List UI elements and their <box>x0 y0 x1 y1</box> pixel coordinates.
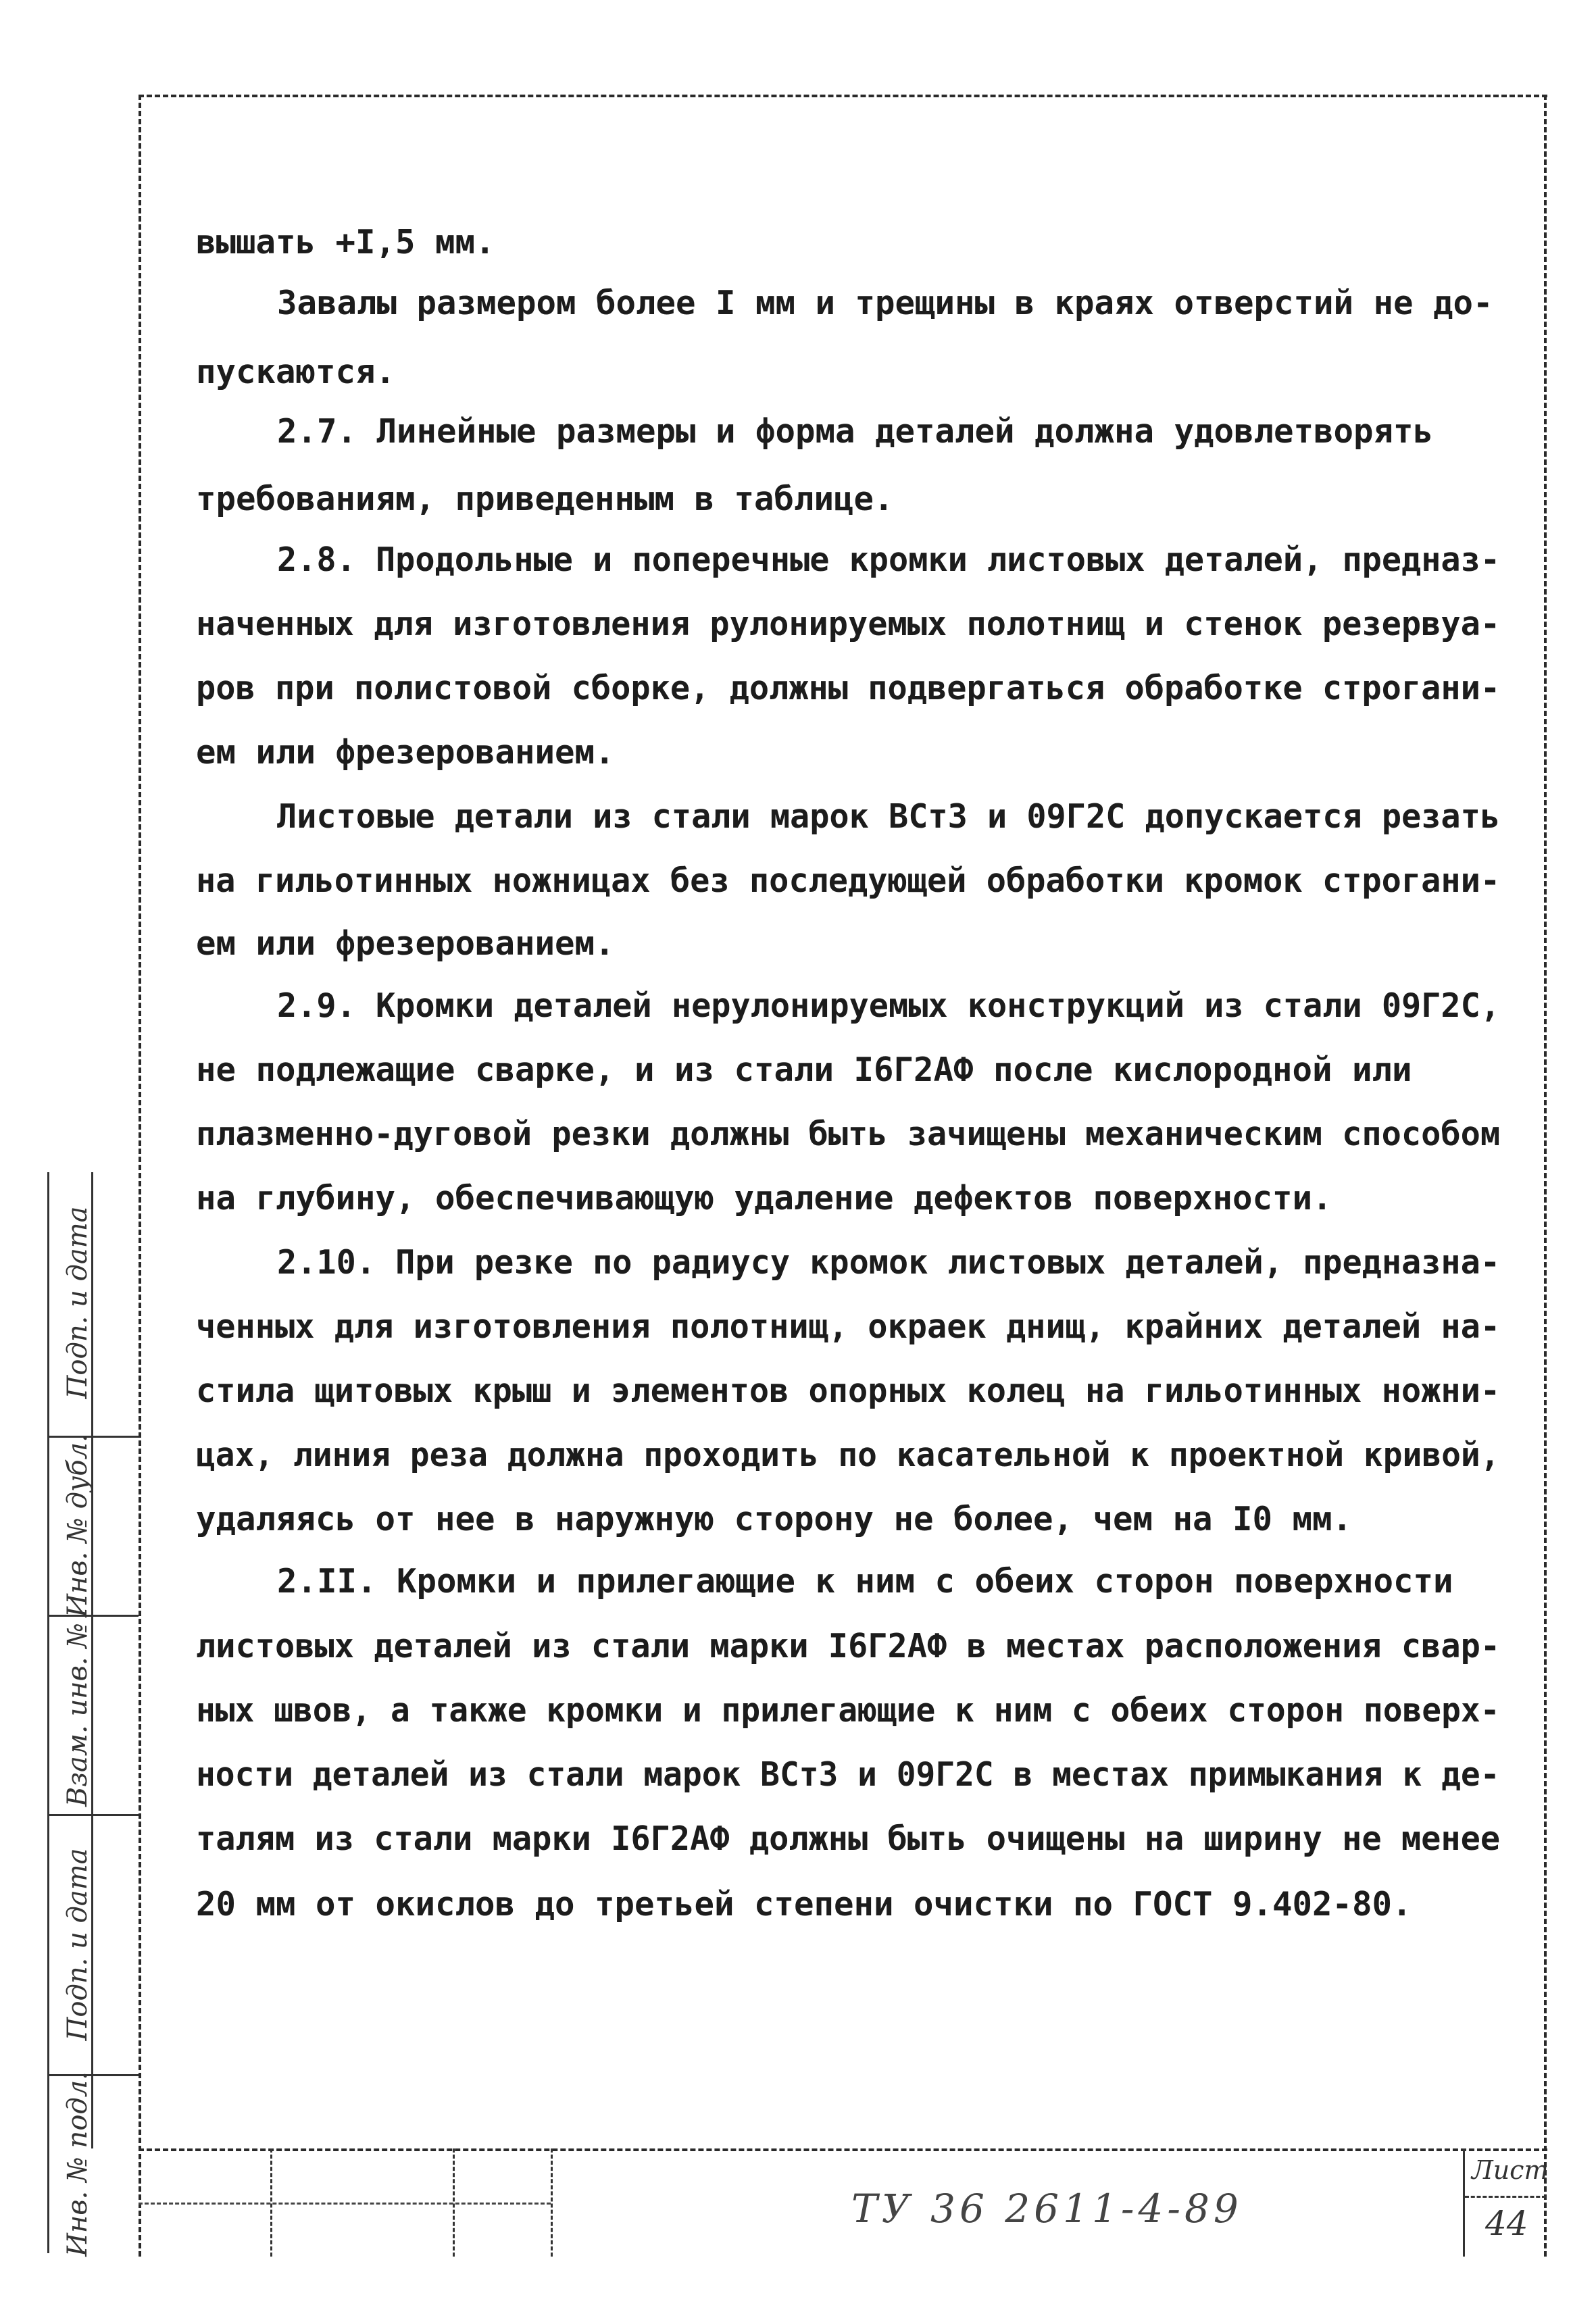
text-line: цах, линия реза должна проходить по касательной к проектной кривой, <box>196 1436 1500 1474</box>
text-line: требованиям, приведенным в таблице. <box>196 480 894 518</box>
text-line: не подлежащие сварке, и из стали I6Г2АФ после кислородной или <box>196 1051 1412 1089</box>
text-line: ров при полистовой сборке, должны подвергаться обработке строгани- <box>196 669 1501 707</box>
text-line: на гильотинных ножницах без последующей обработки кромок строгани- <box>196 861 1501 900</box>
margin-label-replacement-inventory: Взам. инв. № <box>62 1622 93 1807</box>
text-line: ем или фрезерованием. <box>196 924 615 963</box>
text-line: 2.II. Кромки и прилегающие к ним с обеих сторон поверхности <box>277 1562 1453 1601</box>
margin-label-sign-date: Подп. и дата <box>62 1206 93 1399</box>
text-line: ности деталей из стали марок ВСт3 и 09Г2С в местах примыкания к де- <box>196 1755 1500 1794</box>
sheet-number: 44 <box>1485 2204 1528 2243</box>
frame-bottom-border <box>139 2148 1547 2151</box>
margin-label-sign-date-2: Подп. и дата <box>62 1848 93 2041</box>
text-line: 2.9. Кромки деталей нерулонируемых конструкций из стали 09Г2С, <box>277 986 1501 1025</box>
sheet-box-divider <box>1465 2196 1546 2198</box>
frame-right-border <box>1544 95 1547 2257</box>
text-line: 20 мм от окислов до третьей степени очистки по ГОСТ 9.402-80. <box>196 1885 1412 1923</box>
stamp-divider <box>551 2148 553 2257</box>
margin-label-duplicate-inventory: Инв. № дубл. <box>62 1434 93 1617</box>
text-line: 2.7. Линейные размеры и форма деталей должна удовлетворять <box>277 412 1434 451</box>
stamp-divider <box>139 2203 551 2205</box>
sheet-label: Лист <box>1472 2155 1549 2185</box>
sheet-box <box>1463 2148 1549 2257</box>
text-line: Завалы размером более I мм и трещины в краях отверстий не до- <box>277 284 1493 322</box>
text-line: удаляясь от нее в наружную сторону не более, чем на I0 мм. <box>196 1500 1353 1538</box>
text-line: ем или фрезерованием. <box>196 733 615 772</box>
text-line: Листовые детали из стали марок ВСт3 и 09Г2С допускается резать <box>277 797 1501 836</box>
text-line: листовых деталей из стали марки I6Г2АФ в местах расположения свар- <box>196 1627 1501 1665</box>
document-code: ТУ 36 2611-4-89 <box>851 2186 1243 2232</box>
text-line: стила щитовых крыш и элементов опорных колец на гильотинных ножни- <box>196 1372 1501 1410</box>
text-line: 2.8. Продольные и поперечные кромки листовых деталей, предназ- <box>277 540 1501 579</box>
text-line: вышать +I,5 мм. <box>196 223 495 261</box>
frame-top-border <box>139 95 1547 97</box>
text-line: 2.10. При резке по радиусу кромок листовых деталей, предназна- <box>277 1243 1501 1282</box>
text-line: пускаются. <box>196 353 396 391</box>
text-line: талям из стали марки I6Г2АФ должны быть очищены на ширину не менее <box>196 1819 1501 1858</box>
margin-stamp-column <box>47 1172 141 2253</box>
margin-label-original-inventory: Инв. № подл. <box>62 2071 93 2257</box>
text-line: плазменно-дуговой резки должны быть зачищены механическим способом <box>196 1115 1501 1153</box>
text-line: ных швов, а также кромки и прилегающие к ним с обеих сторон поверх- <box>196 1691 1500 1730</box>
text-line: наченных для изготовления рулонируемых полотнищ и стенок резервуа- <box>196 605 1501 643</box>
text-line: на глубину, обеспечивающую удаление дефектов поверхности. <box>196 1179 1332 1217</box>
text-line: ченных для изготовления полотнищ, окраек днищ, крайних деталей на- <box>196 1307 1501 1346</box>
